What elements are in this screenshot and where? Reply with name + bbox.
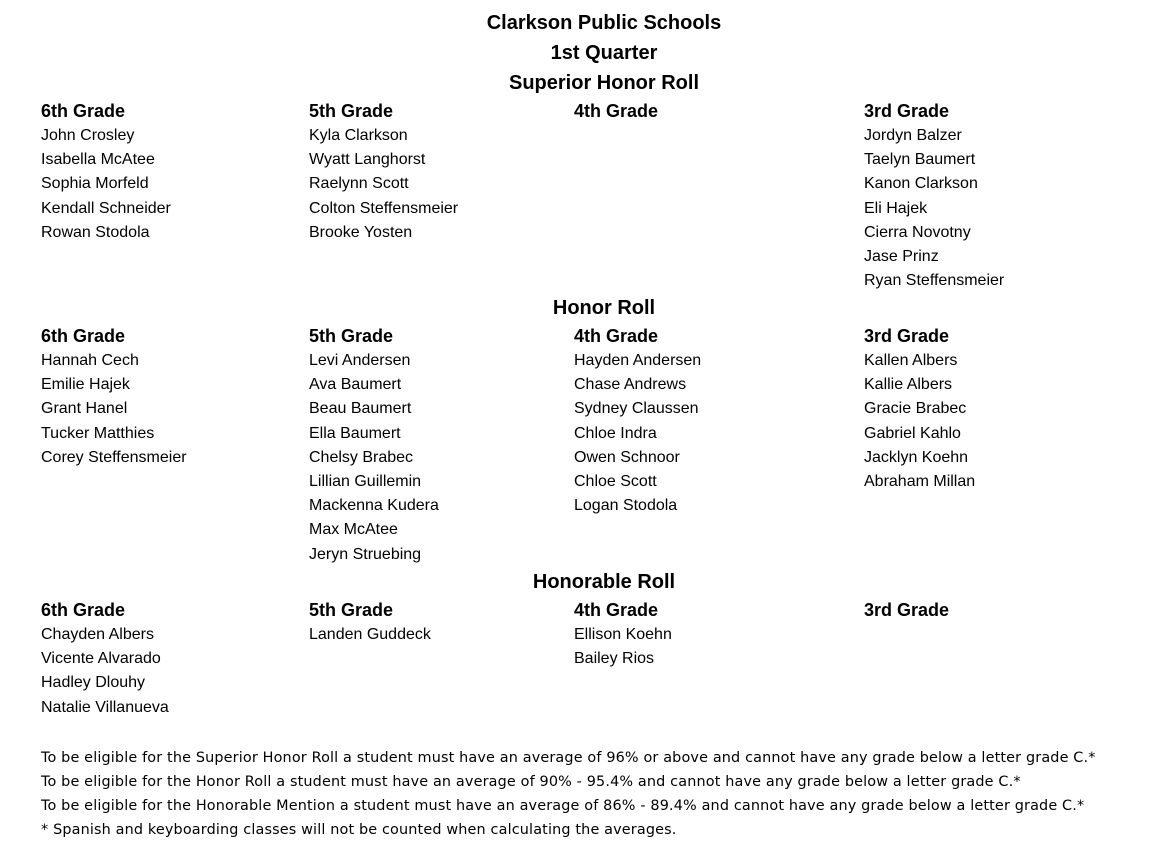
student-name: Jeryn Struebing	[309, 545, 422, 563]
student-name: John Crosley	[41, 127, 135, 144]
student-name: Wyatt Langhorst	[309, 151, 426, 169]
school-name: Clarkson Public Schools	[486, 12, 722, 34]
student-name: Ella Baumert	[309, 424, 401, 442]
student-name: Jacklyn Koehn	[864, 448, 969, 466]
student-name: Gracie Brabec	[864, 400, 967, 418]
footnote-honor-roll: To be eligible for the Honor Roll a student must have an average of 90% - 95.4% and cannot have any grade below a letter grade C.*	[41, 774, 1021, 790]
student-name: Colton Steffensmeier	[309, 199, 459, 217]
student-name: Ellison Koehn	[574, 626, 672, 643]
student-name: Brooke Yosten	[309, 223, 413, 241]
student-name: Chloe Indra	[574, 424, 657, 442]
grade-heading: 5th Grade	[309, 101, 394, 121]
section-title-honor-roll: Honor Roll	[552, 297, 656, 319]
student-name: Landen Guddeck	[309, 626, 431, 643]
quarter-label: 1st Quarter	[550, 42, 658, 64]
student-name: Lillian Guillemin	[309, 472, 422, 490]
student-name: Hayden Andersen	[574, 352, 702, 369]
honorable-4th-grade-column	[574, 599, 672, 671]
student-name: Gabriel Kahlo	[864, 424, 961, 442]
grade-heading: 3rd Grade	[864, 326, 950, 346]
student-name: Tucker Matthies	[41, 424, 155, 442]
honorable-6th-grade-column	[41, 599, 169, 720]
footnote-honorable-mention: To be eligible for the Honorable Mention a student must have an average of 86% - 89.4% and cannot have any grade below a letter grade C.*	[41, 798, 1085, 814]
superior-6th-grade-column	[41, 100, 171, 245]
student-name: Sophia Morfeld	[41, 175, 149, 193]
student-name: Abraham Millan	[864, 472, 976, 490]
superior-4th-grade-column	[574, 100, 658, 124]
student-name: Kendall Schneider	[41, 199, 171, 217]
student-name: Taelyn Baumert	[864, 151, 976, 169]
student-name: Beau Baumert	[309, 400, 412, 418]
student-name: Chelsy Brabec	[309, 448, 414, 466]
student-name: Jase Prinz	[864, 247, 939, 265]
eligibility-footnotes	[41, 746, 1096, 842]
honor-3rd-grade-column	[864, 325, 975, 494]
student-name: Max McAtee	[309, 521, 398, 539]
student-name: Levi Andersen	[309, 352, 411, 369]
student-name: Kanon Clarkson	[864, 175, 978, 193]
student-name: Mackenna Kudera	[309, 497, 439, 515]
student-name: Chayden Albers	[41, 626, 154, 643]
student-name: Cierra Novotny	[864, 223, 971, 241]
student-name: Hadley Dlouhy	[41, 674, 146, 692]
grade-heading: 5th Grade	[309, 600, 394, 620]
student-name: Kallie Albers	[864, 376, 953, 394]
student-name: Vicente Alvarado	[41, 650, 161, 668]
grade-heading: 4th Grade	[574, 101, 659, 121]
student-name: Emilie Hajek	[41, 376, 130, 394]
student-name: Eli Hajek	[864, 199, 928, 217]
superior-3rd-grade-column	[864, 100, 1004, 293]
student-name: Grant Hanel	[41, 400, 128, 418]
footnote-excluded-classes: * Spanish and keyboarding classes will not be counted when calculating the averages.	[41, 822, 677, 838]
grade-heading: 3rd Grade	[864, 600, 950, 620]
student-name: Owen Schnoor	[574, 448, 680, 466]
student-name: Raelynn Scott	[309, 175, 409, 193]
student-name: Ryan Steffensmeier	[864, 272, 1005, 290]
grade-heading: 6th Grade	[41, 600, 126, 620]
student-name: Bailey Rios	[574, 650, 655, 668]
grade-heading: 5th Grade	[309, 326, 394, 346]
grade-heading: 3rd Grade	[864, 101, 950, 121]
student-name: Jordyn Balzer	[864, 127, 962, 144]
footnote-superior-honor-roll: To be eligible for the Superior Honor Roll a student must have an average of 96% or above and cannot have any grade below a letter grade C.*	[41, 750, 1096, 766]
student-name: Natalie Villanueva	[41, 698, 169, 716]
student-name: Corey Steffensmeier	[41, 448, 187, 466]
student-name: Hannah Cech	[41, 352, 139, 369]
student-name: Chloe Scott	[574, 472, 657, 490]
student-name: Ava Baumert	[309, 376, 402, 394]
section-title-superior-honor-roll: Superior Honor Roll	[509, 72, 699, 94]
student-name: Chase Andrews	[574, 376, 687, 394]
honor-5th-grade-column	[309, 325, 439, 567]
honorable-5th-grade-column	[309, 599, 431, 647]
student-name: Rowan Stodola	[41, 223, 150, 241]
student-name: Sydney Claussen	[574, 400, 699, 418]
honor-6th-grade-column	[41, 325, 187, 470]
section-title-honorable-roll: Honorable Roll	[532, 571, 676, 593]
grade-heading: 4th Grade	[574, 600, 659, 620]
grade-heading: 4th Grade	[574, 326, 659, 346]
student-name: Isabella McAtee	[41, 151, 155, 169]
honor-4th-grade-column	[574, 325, 701, 518]
superior-5th-grade-column	[309, 100, 458, 245]
honorable-3rd-grade-column	[864, 599, 949, 623]
student-name: Kyla Clarkson	[309, 127, 408, 144]
grade-heading: 6th Grade	[41, 101, 126, 121]
grade-heading: 6th Grade	[41, 326, 126, 346]
student-name: Logan Stodola	[574, 497, 678, 515]
student-name: Kallen Albers	[864, 352, 958, 369]
